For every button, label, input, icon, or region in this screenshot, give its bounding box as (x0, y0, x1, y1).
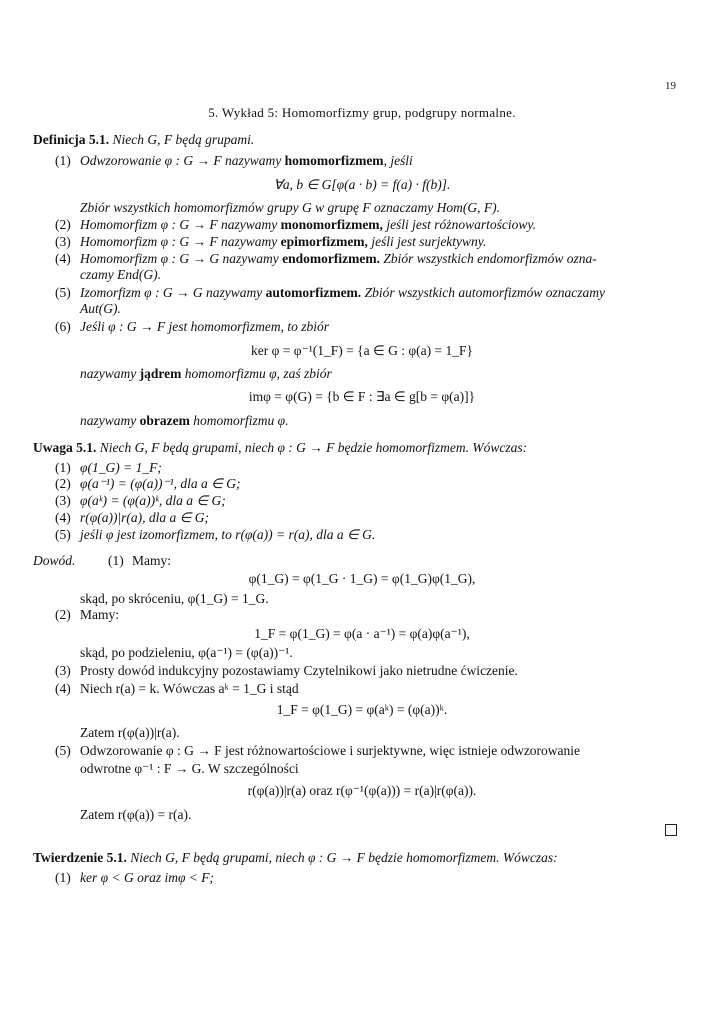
equation-kernel: ker φ = φ⁻¹(1_F) = {a ∈ G : φ(a) = 1_F} (251, 343, 473, 358)
remark-item-5-number: (5) (55, 527, 71, 542)
remark-item-4: r(φ(a))|r(a), dla a ∈ G; (80, 510, 210, 525)
def-item-4 (80, 251, 597, 267)
page-number: 19 (665, 80, 676, 92)
def-image-tail: homomorfizmu φ. (189, 413, 289, 428)
def-kernel-text: nazywamy (80, 366, 137, 381)
def-term-epimorfizm: epimorfizmem, (280, 234, 368, 249)
definition-intro: Niech G, F będą grupami. (112, 132, 255, 147)
equation-proof-1: φ(1_G) = φ(1_G · 1_G) = φ(1_G)φ(1_G), (248, 571, 476, 586)
def-item-2-tail: jeśli jest różnowartościowy. (382, 217, 536, 232)
remark-item-5: jeśli φ jest izomorfizmem, to r(φ(a)) = r(a), dla a ∈ G. (80, 527, 376, 542)
def-item-5-continued: Aut(G). (80, 301, 121, 316)
proof-item-4-conclusion: Zatem r(φ(a))|r(a). (80, 725, 180, 740)
def-item-2 (80, 217, 536, 233)
remark-heading (33, 440, 527, 456)
def-image-text: nazywamy (80, 413, 137, 428)
equation-proof-2: 1_F = φ(1_G) = φ(a · a⁻¹) = φ(a)φ(a⁻¹), (254, 626, 470, 641)
remark-item-3: φ(aᵏ) = (φ(a))ᵏ, dla a ∈ G; (80, 493, 226, 508)
proof-item-4-number: (4) (55, 681, 71, 696)
equation-proof-4: 1_F = φ(1_G) = φ(aᵏ) = (φ(a))ᵏ. (276, 702, 448, 717)
def-item-4-text: Homomorfizm φ : G → G nazywamy (80, 251, 279, 266)
def-kernel-tail: homomorfizmu φ, zaś zbiór (181, 366, 332, 381)
remark-item-2: φ(a⁻¹) = (φ(a))⁻¹, dla a ∈ G; (80, 476, 241, 491)
def-item-6: Jeśli φ : G → F jest homomorfizmem, to zbiór (80, 319, 329, 334)
proof-item-3: Prosty dowód indukcyjny pozostawiamy Czytelnikowi jako nietrudne ćwiczenie. (80, 663, 518, 678)
theorem-item-1: ker φ < G oraz imφ < F; (80, 870, 215, 885)
definition-label: Definicja 5.1. (33, 132, 110, 147)
proof-item-5-conclusion: Zatem r(φ(a)) = r(a). (80, 807, 192, 822)
def-item-1-number: (1) (55, 153, 71, 168)
def-item-5 (80, 285, 605, 301)
def-item-5-text: Izomorfizm φ : G → G nazywamy (80, 285, 263, 300)
def-kernel-sentence (80, 366, 332, 382)
proof-item-2-conclusion: skąd, po podzieleniu, φ(a⁻¹) = (φ(a))⁻¹. (80, 645, 293, 660)
def-term-jadro: jądrem (139, 366, 182, 381)
remark-item-4-number: (4) (55, 510, 71, 525)
theorem-intro: Niech G, F będą grupami, niech φ : G → F będzie homomorfizmem. Wówczas: (130, 850, 558, 865)
def-item-6-number: (6) (55, 319, 71, 334)
remark-item-3-number: (3) (55, 493, 71, 508)
def-item-5-number: (5) (55, 285, 71, 300)
def-item-4-number: (4) (55, 251, 71, 266)
def-item-4-tail: Zbiór wszystkich endomorfizmów ozna- (379, 251, 597, 266)
def-term-obraz: obrazem (139, 413, 190, 428)
section-title: 5. Wykład 5: Homomorfizmy grup, podgrupy normalne. (208, 105, 516, 120)
def-item-3-tail: jeśli jest surjektywny. (367, 234, 487, 249)
proof-label: Dowód. (33, 553, 76, 568)
remark-item-2-number: (2) (55, 476, 71, 491)
proof-item-1-number: (1) (108, 553, 124, 568)
remark-intro: Niech G, F będą grupami, niech φ : G → F będzie homomorfizmem. Wówczas: (99, 440, 528, 455)
theorem-item-1-number: (1) (55, 870, 71, 885)
def-item-1 (80, 153, 413, 169)
proof-item-5: Odwzorowanie φ : G → F jest różnowartościowe i surjektywne, więc istnieje odwzorowanie (80, 743, 581, 758)
remark-label: Uwaga 5.1. (33, 440, 97, 455)
proof-item-5-continued: odwrotne φ⁻¹ : F → G. W szczególności (80, 761, 299, 776)
proof-item-1: Mamy: (132, 553, 171, 568)
proof-item-2-number: (2) (55, 607, 71, 622)
def-item-1-hom-set: Zbiór wszystkich homomorfizmów grupy G w grupę F oznaczamy Hom(G, F). (80, 200, 500, 215)
def-term-homomorfizm: homomorfizmem (284, 153, 384, 168)
proof-item-2: Mamy: (80, 607, 119, 622)
def-item-1-text: Odwzorowanie φ : G → F nazywamy (80, 153, 282, 168)
def-item-5-tail: Zbiór wszystkich automorfizmów oznaczamy (361, 285, 605, 300)
def-item-1-tail: , jeśli (383, 153, 413, 168)
def-item-2-text: Homomorfizm φ : G → F nazywamy (80, 217, 278, 232)
equation-proof-5: r(φ(a))|r(a) oraz r(φ⁻¹(φ(a))) = r(a)|r(φ(a)). (247, 783, 477, 798)
theorem-heading (33, 850, 558, 866)
remark-item-1-number: (1) (55, 460, 71, 475)
def-term-monomorfizm: monomorfizmem, (280, 217, 383, 232)
qed-box-icon (665, 824, 677, 836)
definition-heading (33, 132, 254, 148)
def-item-3-text: Homomorfizm φ : G → F nazywamy (80, 234, 278, 249)
remark-item-1: φ(1_G) = 1_F; (80, 460, 162, 475)
def-image-sentence (80, 413, 288, 429)
proof-item-3-number: (3) (55, 663, 71, 678)
def-term-endomorfizm: endomorfizmem. (282, 251, 380, 266)
def-item-2-number: (2) (55, 217, 71, 232)
def-item-4-continued: czamy End(G). (80, 267, 161, 282)
proof-item-4: Niech r(a) = k. Wówczas aᵏ = 1_G i stąd (80, 681, 299, 696)
proof-item-1-conclusion: skąd, po skróceniu, φ(1_G) = 1_G. (80, 591, 269, 606)
def-item-3-number: (3) (55, 234, 71, 249)
equation-image: imφ = φ(G) = {b ∈ F : ∃a ∈ g[b = φ(a)]} (248, 389, 476, 404)
equation-homomorphism: ∀a, b ∈ G[φ(a · b) = f(a) · f(b)]. (273, 177, 451, 192)
def-term-automorfizm: automorfizmem. (265, 285, 362, 300)
theorem-label: Twierdzenie 5.1. (33, 850, 127, 865)
proof-item-5-number: (5) (55, 743, 71, 758)
def-item-3 (80, 234, 486, 250)
